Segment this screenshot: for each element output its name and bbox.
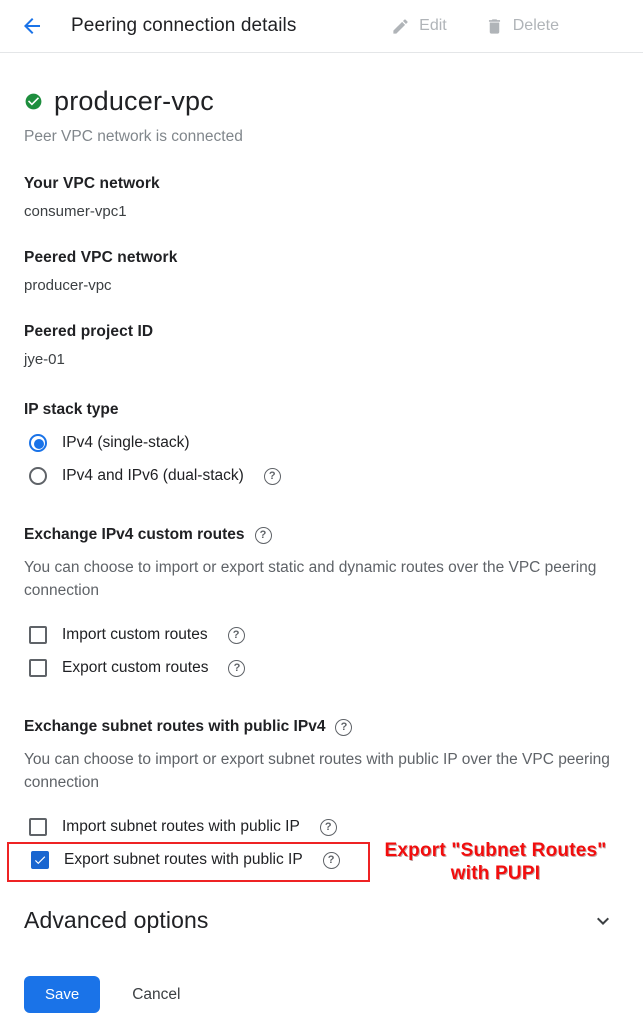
status-message: Peer VPC network is connected — [24, 128, 243, 145]
annotation-line1: Export "Subnet Routes" — [384, 840, 607, 861]
field-your-vpc-network — [24, 175, 619, 220]
help-icon[interactable]: ? — [320, 819, 337, 836]
annotation-text — [370, 839, 619, 885]
pencil-icon — [391, 17, 410, 36]
form-actions — [24, 976, 619, 1013]
radio-row-ipv4-ipv6-dual[interactable] — [29, 467, 619, 485]
radio-label[interactable]: IPv4 (single-stack) — [62, 434, 190, 451]
help-icon[interactable]: ? — [255, 527, 272, 544]
delete-label: Delete — [512, 17, 559, 34]
main-content — [0, 86, 643, 1013]
save-button[interactable]: Save — [24, 976, 100, 1013]
field-label: Your VPC network — [24, 175, 160, 192]
radio-button[interactable] — [29, 467, 47, 485]
checkbox[interactable] — [31, 851, 49, 869]
connection-status-row — [24, 86, 619, 117]
section-title: Exchange subnet routes with public IPv4 — [24, 718, 326, 735]
back-arrow-icon[interactable] — [20, 14, 44, 38]
field-value: producer-vpc — [24, 277, 112, 294]
delete-button[interactable] — [485, 17, 559, 36]
subnet-routes-checkboxes — [24, 818, 619, 885]
custom-routes-checkboxes — [24, 626, 619, 677]
trash-icon — [485, 17, 504, 36]
help-icon[interactable]: ? — [335, 719, 352, 736]
header — [0, 0, 643, 53]
cancel-button[interactable]: Cancel — [132, 985, 181, 1003]
section-description: You can choose to import or export static and dynamic routes over the VPC peering connection — [24, 559, 597, 599]
annotation-line2: with PUPI — [450, 863, 541, 884]
section-title-row — [24, 526, 619, 544]
section-title: Exchange IPv4 custom routes — [24, 526, 245, 543]
advanced-options-label: Advanced options — [24, 907, 209, 933]
edit-button[interactable] — [391, 17, 447, 36]
section-title-row — [24, 718, 619, 736]
edit-label: Edit — [419, 17, 447, 34]
import-custom-routes-row[interactable] — [29, 626, 619, 644]
help-icon[interactable]: ? — [323, 852, 340, 869]
check-icon — [33, 853, 47, 867]
section-title: IP stack type — [24, 401, 119, 418]
checkbox-label[interactable]: Import custom routes — [62, 626, 208, 643]
field-label: Peered VPC network — [24, 249, 178, 266]
advanced-options-toggle[interactable] — [24, 907, 619, 934]
checkbox[interactable] — [29, 818, 47, 836]
custom-routes-section — [24, 526, 619, 677]
checkbox[interactable] — [29, 659, 47, 677]
page-title: Peering connection details — [71, 15, 297, 36]
subnet-routes-section — [24, 718, 619, 885]
radio-label[interactable]: IPv4 and IPv6 (dual-stack) — [62, 467, 244, 484]
help-icon[interactable]: ? — [228, 660, 245, 677]
header-actions — [391, 17, 559, 36]
field-peered-project-id — [24, 323, 619, 368]
help-icon[interactable]: ? — [264, 468, 281, 485]
export-subnet-routes-row[interactable] — [31, 851, 368, 869]
checkbox[interactable] — [29, 626, 47, 644]
checkbox-label[interactable]: Import subnet routes with public IP — [62, 818, 300, 835]
field-value: jye-01 — [24, 351, 65, 368]
import-subnet-routes-row[interactable] — [29, 818, 619, 836]
help-icon[interactable]: ? — [228, 627, 245, 644]
peering-name: producer-vpc — [54, 86, 214, 116]
red-highlight-box — [7, 842, 370, 882]
field-peered-vpc-network — [24, 249, 619, 294]
radio-row-ipv4-single[interactable] — [29, 434, 619, 452]
field-value: consumer-vpc1 — [24, 203, 127, 220]
export-subnet-annotated-row — [24, 839, 619, 885]
field-label: Peered project ID — [24, 323, 154, 340]
export-custom-routes-row[interactable] — [29, 659, 619, 677]
check-circle-icon — [24, 92, 43, 111]
checkbox-label[interactable]: Export custom routes — [62, 659, 209, 676]
radio-button[interactable] — [29, 434, 47, 452]
checkbox-label[interactable]: Export subnet routes with public IP — [64, 851, 303, 868]
section-description: You can choose to import or export subnet routes with public IP over the VPC peering connection — [24, 751, 610, 791]
chevron-down-icon[interactable] — [591, 909, 615, 933]
ip-stack-type-section — [24, 401, 619, 485]
